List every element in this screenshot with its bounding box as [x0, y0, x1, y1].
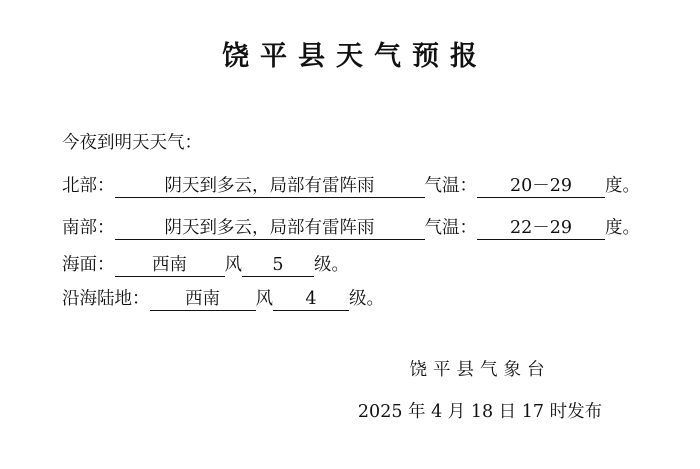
- south-weather: 阴天到多云，局部有雷阵雨: [115, 217, 425, 240]
- issue-date: 2025 年 4 月 18 日 17 时发布: [357, 402, 603, 422]
- coast-forecast: [62, 287, 384, 311]
- south-temp: 22－29: [477, 217, 605, 240]
- sea-wind-word: 风: [224, 255, 242, 275]
- north-unit: 度。: [605, 176, 640, 196]
- north-temp-label: 气温：: [424, 176, 477, 196]
- page-title: 饶平县天气预报: [222, 41, 488, 72]
- sea-wind-direction: 西南: [115, 254, 225, 277]
- coast-wind-direction: 西南: [150, 288, 256, 311]
- intro-text: 今夜到明天天气：: [62, 133, 202, 153]
- north-temp: 20－29: [477, 175, 605, 198]
- sea-wind-level: 5: [242, 254, 314, 277]
- north-forecast: [62, 174, 640, 198]
- sea-label: 海面：: [62, 255, 115, 275]
- issuing-office: 饶平县气象台: [409, 360, 551, 380]
- coast-wind-level: 4: [273, 288, 349, 311]
- south-label: 南部：: [62, 218, 115, 238]
- coast-wind-word: 风: [255, 289, 273, 309]
- sea-level-word: 级。: [314, 255, 349, 275]
- sea-forecast: [62, 253, 349, 277]
- coast-level-word: 级。: [349, 289, 384, 309]
- coast-label: 沿海陆地：: [62, 289, 150, 309]
- intro-line: [62, 131, 202, 155]
- south-unit: 度。: [605, 218, 640, 238]
- south-temp-label: 气温：: [424, 218, 477, 238]
- south-forecast: [62, 216, 640, 240]
- north-weather: 阴天到多云，局部有雷阵雨: [115, 175, 425, 198]
- north-label: 北部：: [62, 176, 115, 196]
